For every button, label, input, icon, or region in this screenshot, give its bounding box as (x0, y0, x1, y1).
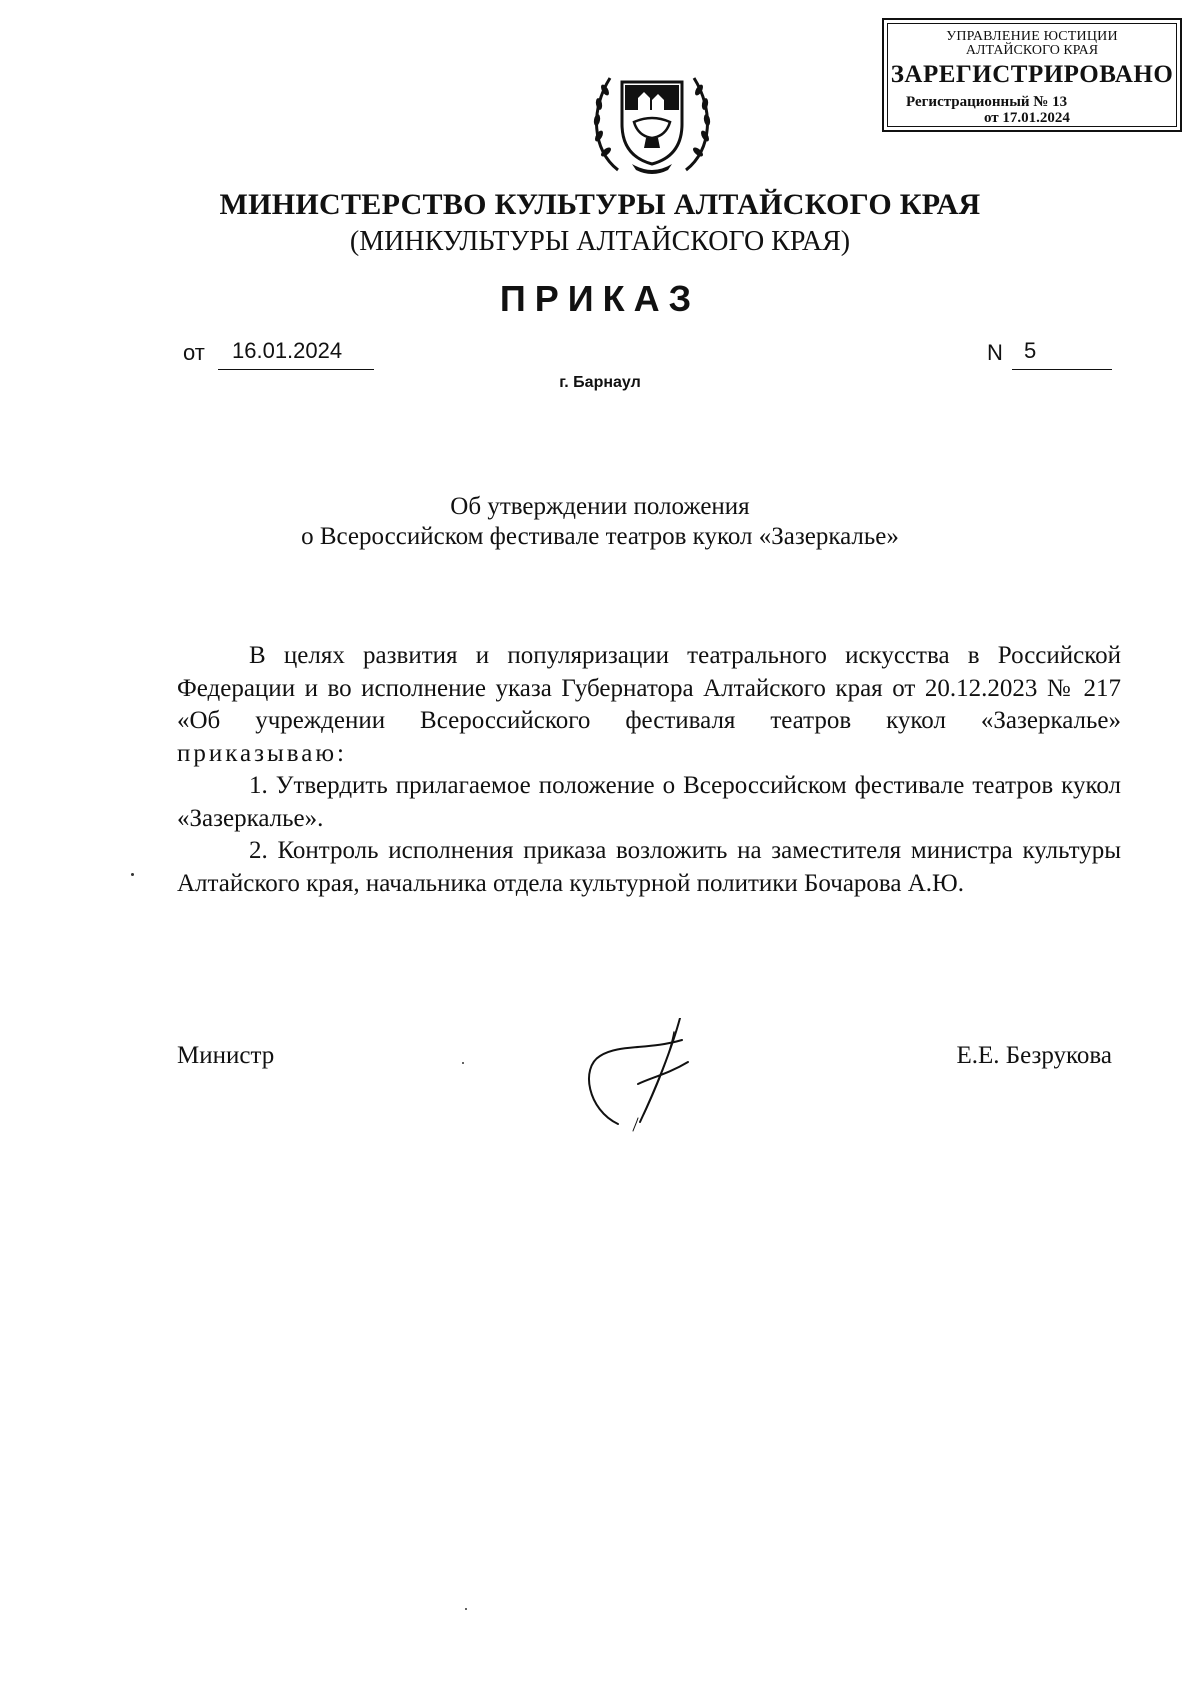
stamp-reg-number: Регистрационный № 13 (906, 94, 1068, 110)
stamp-status: ЗАРЕГИСТРИРОВАНО (890, 61, 1174, 88)
document-subject (0, 492, 1200, 552)
scan-speck (131, 873, 134, 876)
registration-stamp (882, 18, 1182, 132)
document-type: ПРИКАЗ (499, 278, 701, 319)
document-body (177, 640, 1121, 900)
subject-line-2: о Всероссийском фестивале театров кукол «Зазеркалье» (301, 523, 899, 550)
signatory-position: Министр (177, 1042, 275, 1069)
coat-of-arms-icon (588, 60, 716, 180)
stamp-line-2: АЛТАЙСКОГО КРАЯ (965, 43, 1099, 58)
document-date: 16.01.2024 (218, 338, 374, 370)
document-number: 5 (1012, 338, 1112, 370)
ministry-short-name: (МИНКУЛЬТУРЫ АЛТАЙСКОГО КРАЯ) (349, 226, 851, 257)
intro-paragraph (177, 640, 1121, 770)
city: г. Барнаул (559, 374, 641, 391)
signatory-name: Е.Е. Безрукова (956, 1042, 1112, 1069)
ministry-name: МИНИСТЕРСТВО КУЛЬТУРЫ АЛТАЙСКОГО КРАЯ (219, 188, 981, 221)
number-label: N (987, 340, 1003, 365)
item-2: 2. Контроль исполнения приказа возложить на заместителя министра культуры Алтайского края, начальника отдела культурной политики Бочарова А.Ю. (177, 837, 1121, 897)
item-1: 1. Утвердить прилагаемое положение о Всероссийском фестивале театров кукол «Зазеркалье». (177, 772, 1121, 832)
handwritten-signature (578, 1018, 698, 1132)
scan-speck (465, 1608, 467, 1610)
subject-line-1: Об утверждении положения (450, 493, 750, 520)
stamp-line-1: УПРАВЛЕНИЕ ЮСТИЦИИ (946, 29, 1118, 44)
order-word: приказываю: (177, 739, 347, 767)
stamp-reg-date: от 17.01.2024 (984, 110, 1070, 126)
scan-speck (462, 1062, 464, 1064)
date-label: от (183, 340, 205, 365)
intro-text: В целях развития и популяризации театрального искусства в Российской Федерации и во исполнение указа Губернатора Алтайского края от 20.12.2023 № 217 «Об учреждении Всероссийского фестиваля театров кукол «Зазеркалье» (177, 642, 1121, 734)
